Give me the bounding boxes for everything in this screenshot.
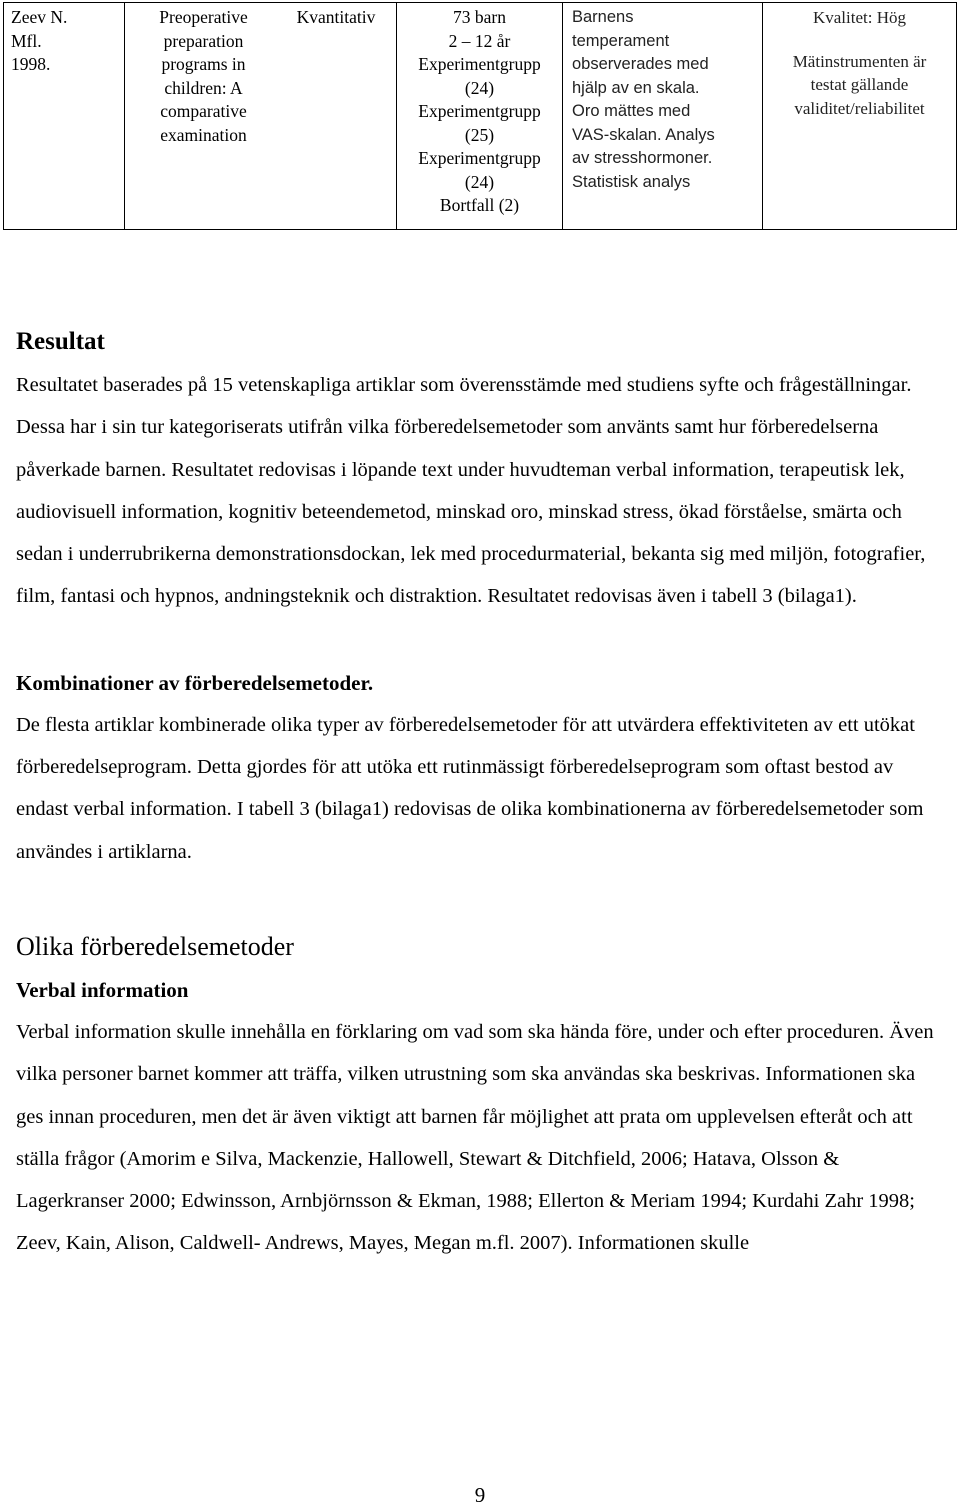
table-row <box>4 3 957 230</box>
author-line: Mfl. <box>11 30 42 51</box>
study-title: Preoperative preparation programs in children: A comparative examination <box>159 7 248 145</box>
verbal-paragraph: Verbal information skulle innehålla en förklaring om vad som ska hända före, under och efter proceduren. Även vilka personer barnet kommer att träffa, vilken utrustning som ska användas ska beskrivas. Informationen ska ges innan proceduren, men det är även viktigt att barnen får möjlighet att prata om upplevelsen efteråt och att ställa frågor (Amorim e Silva, Mackenzie, Hallowell, Stewart & Ditchfield, 2006; Hatava, Olsson & Lagerkranser 2000; Edwinsson, Arnbjörnsson & Ekman, 1988; Ellerton & Meriam 1994; Kurdahi Zahr 1998; Zeev, Kain, Alison, Caldwell- Andrews, Mayes, Megan m.fl. 2007). Informationen skulle <box>16 1020 934 1255</box>
kombinationer-heading: Kombinationer av förberedelsemetoder. <box>16 670 374 695</box>
resultat-paragraph: Resultatet baserades på 15 vetenskapliga artiklar som överensstämde med studiens syfte och frågeställningar. Dessa har i sin tur kategoriserats utifrån vilka förberedelsemetoder som använts samt hur förberedelserna påverkade barnen. Resultatet redovisas i löpande text under huvudteman verbal information, terapeutisk lek, audiovisuell information, kognitiv beteendemetod, minskad oro, minskad stress, ökad förståelse, smärta och sedan i underrubrikerna demonstrationsdockan, lek med procedurmaterial, bekanta sig med miljön, fotografier, film, fantasi och hypnos, andningsteknik och distraktion. Resultatet redovisas även i tabell 3 (bilaga1). <box>16 374 926 608</box>
study-summary-table <box>3 2 957 230</box>
analysis-cell: Barnens temperament observerades med hjälp av en skala. Oro mättes med VAS-skalan. Analys av stresshormoner. Statistisk analys <box>563 3 763 230</box>
title-method-cell <box>125 3 397 230</box>
author-line: 1998. <box>11 54 51 74</box>
resultat-heading: Resultat <box>16 328 105 355</box>
author-line: Zeev N. <box>11 7 68 27</box>
kombinationer-paragraph: De flesta artiklar kombinerade olika typer av förberedelsemetoder för att utvärdera effektiviteten av ett utökat förberedelseprogram. Detta gjordes för att utöka ett rutinmässigt förberedelseprogram som oftast bestod av endast verbal information. I tabell 3 (bilaga1) redovisas de olika kombinationerna av förberedelsemetoder som användes i artiklarna. <box>16 713 924 863</box>
study-method: Kvantitativ <box>296 7 376 27</box>
quality-cell: Kvalitet: Hög Mätinstrumenten är testat gällande validitet/reliabilitet <box>763 3 957 230</box>
sample-cell: 73 barn 2 – 12 år Experimentgrupp (24) Experimentgrupp (25) Experimentgrupp (24) Bortfall (2) <box>397 3 563 230</box>
page-number: 9 <box>474 1483 486 1507</box>
verbal-heading: Verbal information <box>16 977 189 1002</box>
quality-title: Kvalitet: Hög <box>812 8 906 27</box>
author-cell <box>4 3 125 230</box>
olika-heading: Olika förberedelsemetoder <box>16 931 294 961</box>
document-body <box>16 320 946 1265</box>
